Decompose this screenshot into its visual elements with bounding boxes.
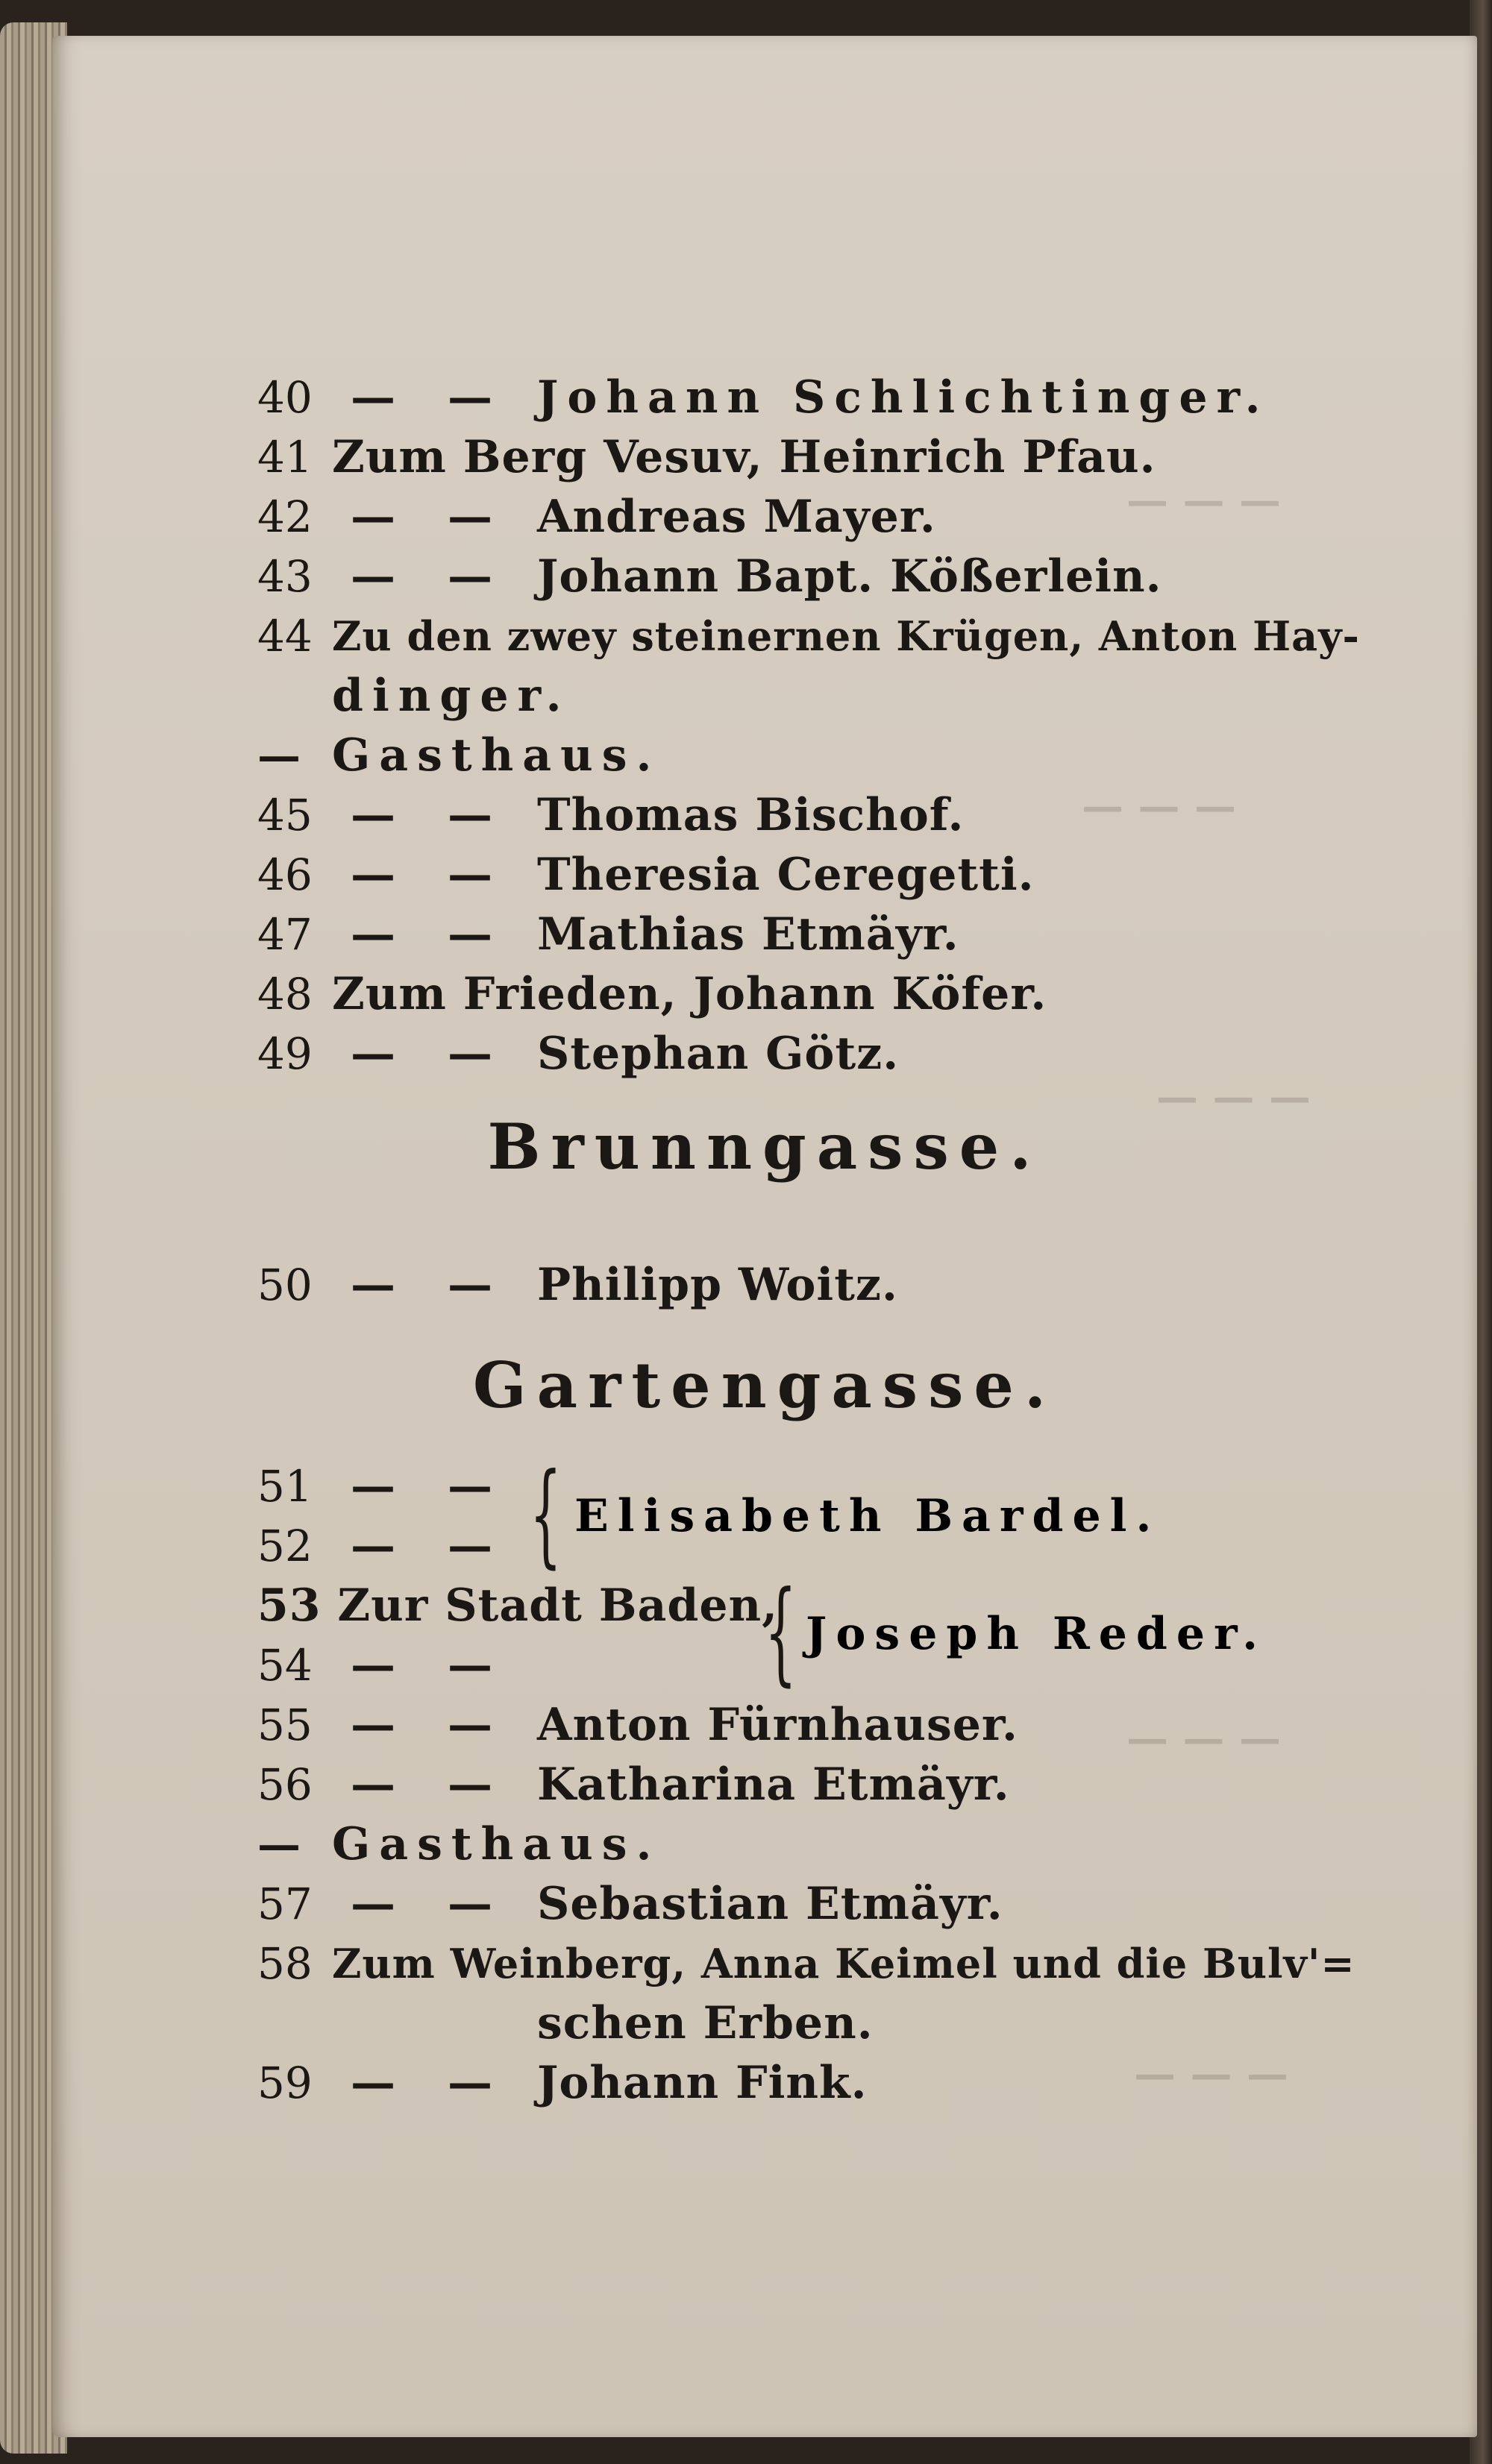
ditto-mark: — xyxy=(257,1819,301,1870)
list-item xyxy=(52,543,1477,610)
owner-name: Elisabeth Bardel. xyxy=(574,1490,1161,1542)
ditto-dash: — xyxy=(351,1639,395,1691)
list-item xyxy=(52,782,1477,849)
ditto-dash: — xyxy=(351,789,395,841)
list-item xyxy=(52,1870,1477,1937)
owner-name: Gasthaus. xyxy=(332,1818,661,1870)
show-through-text: — — — xyxy=(1126,476,1281,525)
ditto-dash: — xyxy=(448,908,492,961)
owner-name: dinger. xyxy=(332,670,571,722)
ditto-dash: — xyxy=(448,1520,492,1572)
curly-brace-icon: { xyxy=(765,1568,797,1697)
ditto-dash: — xyxy=(351,908,395,961)
owner-name: Joseph Reder. xyxy=(806,1608,1267,1660)
house-number: 44 xyxy=(257,611,313,661)
ditto-dash: — xyxy=(351,1699,395,1751)
owner-name: Katharina Etmäyr. xyxy=(537,1759,1010,1811)
ditto-dash: — xyxy=(351,1460,395,1512)
ditto-dash: — xyxy=(448,1259,492,1311)
ditto-dash: — xyxy=(448,2057,492,2109)
list-item xyxy=(52,2049,1477,2116)
ditto-dash: — xyxy=(351,2057,395,2109)
list-item-continuation xyxy=(52,1990,1477,2057)
owner-name: Zum Frieden, Johann Köfer. xyxy=(332,968,1047,1020)
ditto-dash: — xyxy=(448,1028,492,1080)
ditto-dash: — xyxy=(448,1759,492,1811)
owner-name: Gasthaus. xyxy=(332,729,661,782)
house-number: 45 xyxy=(257,790,313,840)
list-item xyxy=(52,901,1477,968)
list-item xyxy=(52,603,1477,670)
list-item xyxy=(52,364,1477,431)
owner-name: Zum Weinberg, Anna Keimel und die Bulv'= xyxy=(332,1940,1355,1987)
house-number: 52 xyxy=(257,1521,313,1571)
house-number: 47 xyxy=(257,909,313,960)
page xyxy=(52,36,1477,2437)
list-item xyxy=(52,424,1477,491)
owner-name: Mathias Etmäyr. xyxy=(537,908,959,961)
ditto-dash: — xyxy=(351,849,395,901)
show-through-text: — — — xyxy=(1134,2049,1288,2099)
owner-name: Johann Bapt. Kößerlein. xyxy=(537,550,1162,603)
ditto-dash: — xyxy=(448,1639,492,1691)
owner-name: Johann Fink. xyxy=(537,2057,868,2109)
ditto-dash: — xyxy=(351,371,395,424)
house-number: 41 xyxy=(257,432,313,483)
ditto-dash: — xyxy=(351,1028,395,1080)
list-item xyxy=(52,1930,1477,1997)
ditto-dash: — xyxy=(351,1520,395,1572)
house-number: 56 xyxy=(257,1759,313,1810)
owner-name: Stephan Götz. xyxy=(537,1028,900,1080)
ditto-dash: — xyxy=(448,789,492,841)
owner-name: Zum Berg Vesuv, Heinrich Pfau. xyxy=(332,431,1156,483)
list-item xyxy=(52,1020,1477,1087)
owner-name: Johann Schlichtinger. xyxy=(537,371,1270,424)
owner-name: schen Erben. xyxy=(537,1997,874,2049)
owner-name: Andreas Mayer. xyxy=(537,491,936,543)
owner-name: Sebastian Etmäyr. xyxy=(537,1878,1003,1930)
house-number: 51 xyxy=(257,1461,313,1512)
house-number: 40 xyxy=(257,372,313,423)
ditto-dash: — xyxy=(448,491,492,543)
section-heading-gartengasse: Gartengasse. xyxy=(472,1348,1057,1422)
house-number: 59 xyxy=(257,2058,313,2108)
ditto-dash: — xyxy=(351,550,395,603)
ditto-dash: — xyxy=(351,1878,395,1930)
house-number: 43 xyxy=(257,551,313,602)
owner-name: Theresia Ceregetti. xyxy=(537,849,1035,901)
ditto-dash: — xyxy=(351,491,395,543)
show-through-text: — — — xyxy=(1082,782,1236,831)
list-item xyxy=(52,841,1477,908)
ditto-dash: — xyxy=(448,550,492,603)
house-number: 57 xyxy=(257,1879,313,1929)
owner-name: Thomas Bischof. xyxy=(537,789,965,841)
ditto-dash: — xyxy=(448,1699,492,1751)
owner-name: Philipp Woitz. xyxy=(537,1259,898,1311)
list-item-continuation xyxy=(52,662,1477,729)
ditto-dash: — xyxy=(448,1460,492,1512)
list-item xyxy=(52,961,1477,1028)
list-item xyxy=(52,1751,1477,1818)
list-item xyxy=(52,483,1477,550)
house-number: 58 xyxy=(257,1938,313,1989)
ditto-dash: — xyxy=(351,1759,395,1811)
house-number: 46 xyxy=(257,849,313,900)
house-number: 55 xyxy=(257,1700,313,1750)
house-number: 42 xyxy=(257,491,313,542)
house-name: 53 Zur Stadt Baden, xyxy=(257,1580,779,1632)
show-through-text: — — — xyxy=(1156,1072,1311,1122)
owner-name: Zu den zwey steinernen Krügen, Anton Hay- xyxy=(332,612,1360,660)
ditto-dash: — xyxy=(448,849,492,901)
list-item xyxy=(52,1691,1477,1759)
list-item xyxy=(52,1811,1477,1878)
house-number: 48 xyxy=(257,969,313,1019)
ditto-mark: — xyxy=(257,730,301,781)
ditto-dash: — xyxy=(448,371,492,424)
section-heading-brunngasse: Brunngasse. xyxy=(487,1110,1042,1184)
house-number: 50 xyxy=(257,1260,313,1310)
owner-name: Anton Fürnhauser. xyxy=(537,1699,1018,1751)
list-item xyxy=(52,722,1477,789)
house-number: 54 xyxy=(257,1640,313,1691)
curly-brace-icon: { xyxy=(530,1450,562,1580)
show-through-text: — — — xyxy=(1126,1714,1281,1763)
ditto-dash: — xyxy=(448,1878,492,1930)
house-number: 49 xyxy=(257,1028,313,1079)
list-item xyxy=(52,1251,1477,1319)
ditto-dash: — xyxy=(351,1259,395,1311)
